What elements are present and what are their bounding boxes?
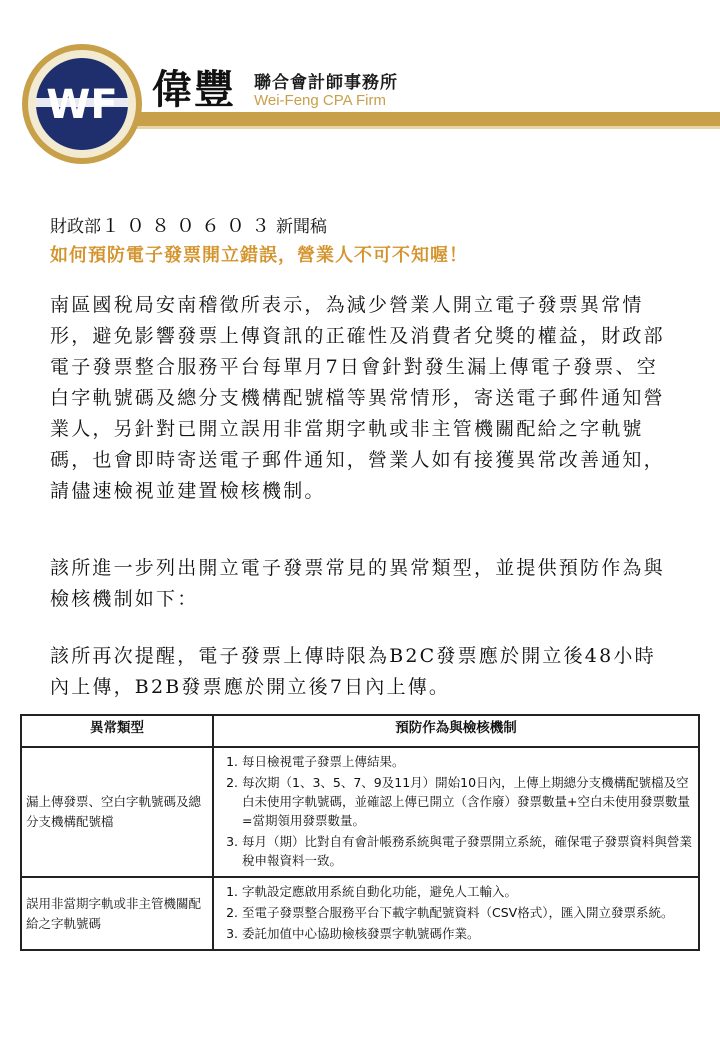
release-prefix: 財政部 <box>50 217 101 237</box>
measures-cell <box>213 877 699 950</box>
header-measures: 預防作為與檢核機制 <box>213 715 699 747</box>
headline: 如何預防電子發票開立錯誤，營業人不可不知喔！ <box>50 245 468 266</box>
measure-item: 3. 每月（期）比對自有會計帳務系統與電子發票開立系統，確保電子發票資料與營業稅申報資料一致。 <box>242 832 692 870</box>
body-paragraph-3: 該所再次提醒，電子發票上傳時限為B2C發票應於開立後48小時內上傳，B2B發票應於開立後7日內上傳。 <box>50 645 656 698</box>
measure-item: 2. 至電子發票整合服務平台下載字軌配號資料（CSV格式），匯入開立發票系統。 <box>242 903 692 922</box>
body-paragraph-2: 該所進一步列出開立電子發票常見的異常類型，並提供預防作為與檢核機制如下： <box>50 557 665 610</box>
firm-name-en: Wei-Feng CPA Firm <box>254 92 386 109</box>
measures-list <box>218 882 692 943</box>
logo-text: WF <box>46 82 118 128</box>
measure-item: 2. 每次期（1、3、5、7、9及11月）開始10日內，上傳上期總分支機構配號檔及空白未使用字軌號碼，並確認上傳已開立（含作廢）發票數量+空白未使用發票數量=當期領用發票數量。 <box>242 773 692 830</box>
anomaly-type-cell: 誤用非當期字軌或非主管機關配給之字軌號碼 <box>21 877 213 950</box>
anomaly-table <box>20 714 700 951</box>
letterhead <box>0 0 720 190</box>
measure-item: 1. 字軌設定應啟用系統自動化功能，避免人工輸入。 <box>242 882 692 901</box>
body-paragraph-1: 南區國稅局安南稽徵所表示，為減少營業人開立電子發票異常情形，避免影響發票上傳資訊的正確性及消費者兌獎的權益，財政部電子發票整合服務平台每單月7日會針對發生漏上傳電子發票、空白字軌號碼及總分支機構配號檔等異常情形，寄送電子郵件通知營業人，另針對已開立誤用非當期字軌或非主管機關配給之字軌號碼，也會即時寄送電子郵件通知，營業人如有接獲異常改善通知，請儘速檢視並建置檢核機制。 <box>50 294 665 502</box>
firm-name-cn: 偉豐 <box>152 67 236 113</box>
table-header-row <box>21 715 699 747</box>
press-release-line <box>50 211 327 238</box>
measures-list <box>218 752 692 870</box>
anomaly-type-cell: 漏上傳發票、空白字軌號碼及總分支機構配號檔 <box>21 747 213 877</box>
measure-item: 3. 委託加值中心協助檢核發票字軌號碼作業。 <box>242 924 692 943</box>
measures-cell <box>213 747 699 877</box>
firm-subtitle-cn: 聯合會計師事務所 <box>254 73 398 93</box>
release-number: １０８０６０３ <box>101 215 277 237</box>
table-row <box>21 877 699 950</box>
table-row <box>21 747 699 877</box>
header-anomaly-type: 異常類型 <box>21 715 213 747</box>
measure-item: 1. 每日檢視電子發票上傳結果。 <box>242 752 692 771</box>
release-suffix: 新聞稿 <box>276 217 328 237</box>
